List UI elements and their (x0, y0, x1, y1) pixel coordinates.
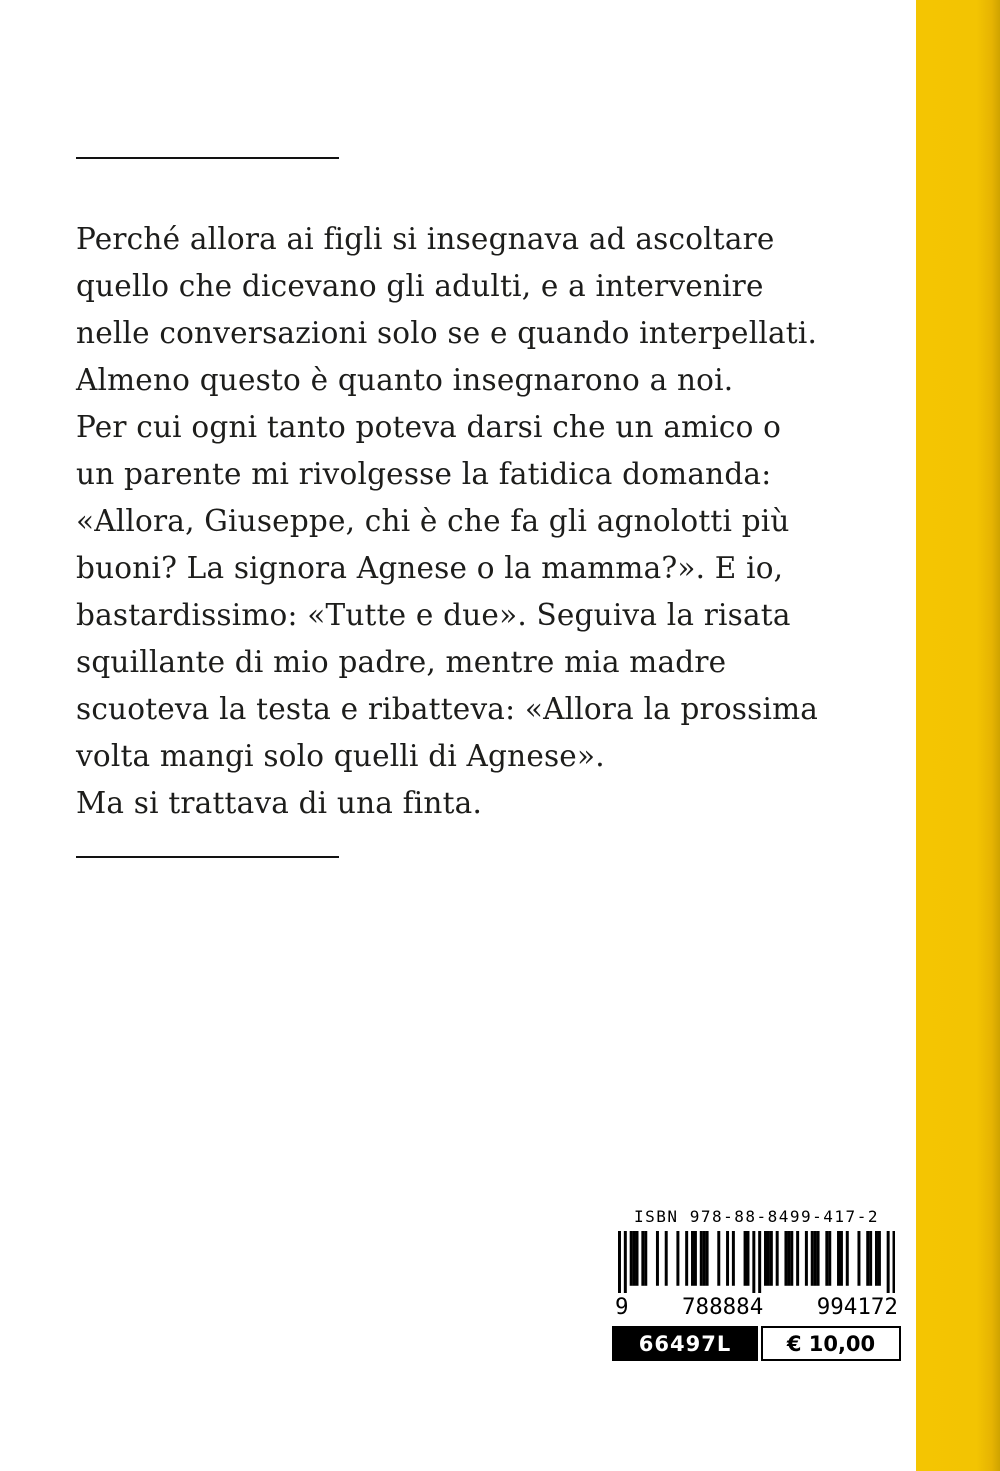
bottom-rule (76, 856, 339, 858)
publisher-code: 66497L (638, 1331, 732, 1356)
top-rule (76, 157, 339, 159)
price-row (612, 1326, 901, 1361)
text-line: Per cui ogni tanto poteva darsi che un amico o (76, 410, 782, 444)
digit-group: 9 (615, 1294, 629, 1320)
text-line: Ma si trattava di una finta. (76, 786, 483, 820)
text-line: un parente mi rivolgesse la fatidica domanda: (76, 457, 772, 491)
text-line: nelle conversazioni solo se e quando interpellati. (76, 316, 818, 350)
price: € 10,00 (786, 1331, 876, 1356)
text-line: quello che dicevano gli adulti, e a intervenire (76, 269, 764, 303)
back-cover-text (76, 216, 856, 827)
text-line: «Allora, Giuseppe, chi è che fa gli agnolotti più (76, 504, 790, 538)
text-line: squillante di mio padre, mentre mia madre (76, 645, 727, 679)
publisher-code-box (612, 1326, 758, 1361)
yellow-spine-stripe (916, 0, 1000, 1471)
price-box (761, 1326, 901, 1361)
digit-group: 788884 (681, 1294, 764, 1320)
isbn-label: ISBN 978-88-8499-417-2 (634, 1207, 879, 1226)
barcode-bars (618, 1231, 895, 1293)
text-line: bastardissimo: «Tutte e due». Seguiva la risata (76, 598, 791, 632)
text-line: volta mangi solo quelli di Agnese». (76, 739, 605, 773)
text-line: Perché allora ai figli si insegnava ad ascoltare (76, 222, 775, 256)
digit-group: 994172 (816, 1294, 898, 1320)
text-line: scuoteva la testa e ribatteva: «Allora la prossima (76, 692, 819, 726)
barcode-panel (612, 1206, 901, 1361)
text-line: buoni? La signora Agnese o la mamma?». E io, (76, 551, 784, 585)
text-line: Almeno questo è quanto insegnarono a noi. (76, 363, 734, 397)
barcode-digits (612, 1294, 901, 1320)
